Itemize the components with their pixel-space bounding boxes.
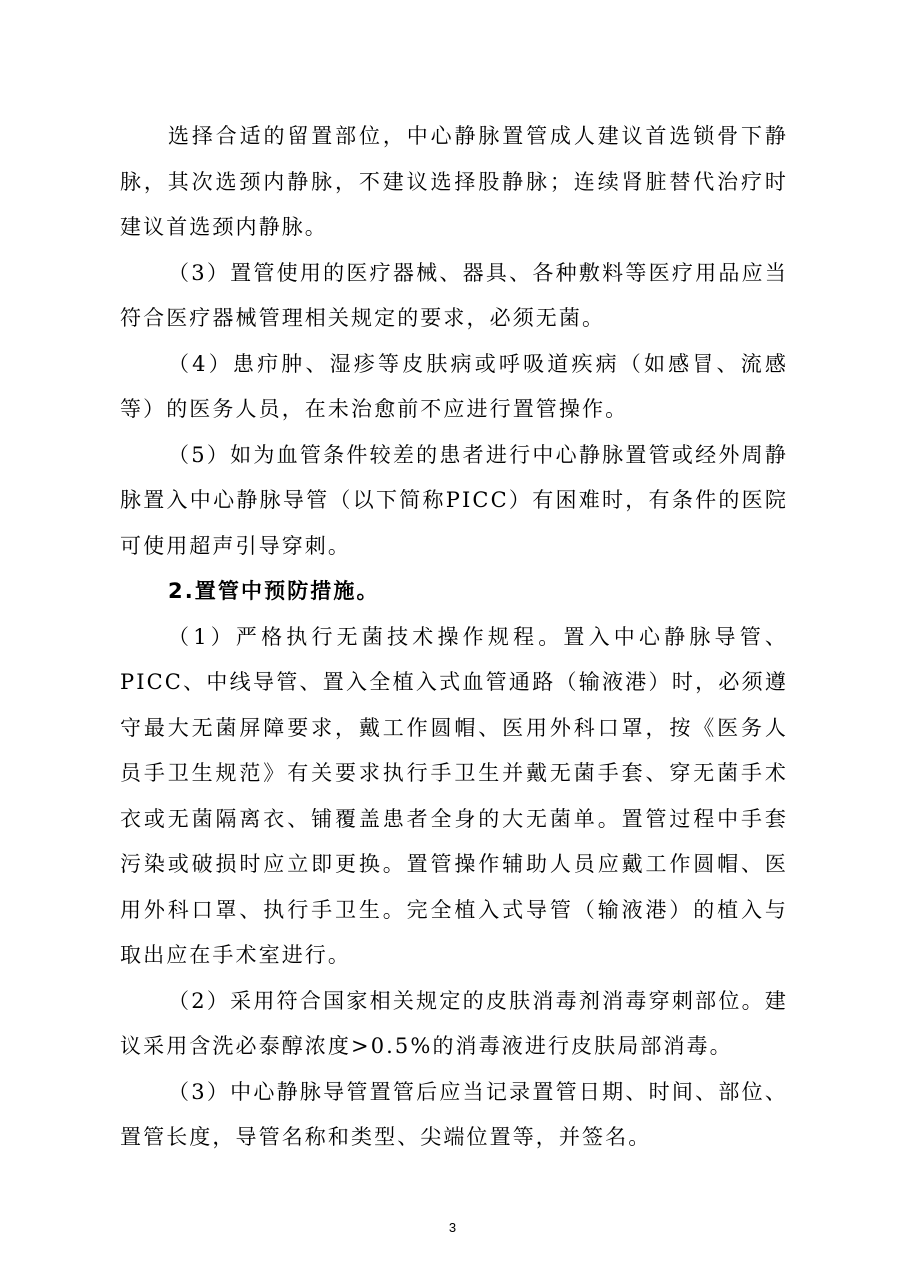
document-body xyxy=(120,114,788,1161)
paragraph-item-1-aseptic: （1）严格执行无菌技术操作规程。置入中心静脉导管、PICC、中线导管、置入全植入式血管通路（输液港）时，必须遵守最大无菌屏障要求，戴工作圆帽、医用外科口罩，按《医务人员手卫生规范》有关要求执行手卫生并戴无菌手套、穿无菌手术衣或无菌隔离衣、铺覆盖患者全身的大无菌单。置管过程中手套污染或破损时应立即更换。置管操作辅助人员应戴工作圆帽、医用外科口罩、执行手卫生。完全植入式导管（输液港）的植入与取出应在手术室进行。 xyxy=(120,624,788,967)
page-number: 3 xyxy=(448,1220,457,1235)
section-heading-during-insertion: 2.置管中预防措施。 xyxy=(168,579,380,603)
paragraph-item-4-staff-illness: （4）患疖肿、湿疹等皮肤病或呼吸道疾病（如感冒、流感等）的医务人员，在未治愈前不应进行置管操作。 xyxy=(120,351,788,421)
paragraph-item-3-records: （3）中心静脉导管置管后应当记录置管日期、时间、部位、置管长度，导管名称和类型、尖端位置等，并签名。 xyxy=(120,1079,788,1149)
paragraph-insertion-site: 选择合适的留置部位，中心静脉置管成人建议首选锁骨下静脉，其次选颈内静脉，不建议选择股静脉；连续肾脏替代治疗时建议首选颈内静脉。 xyxy=(120,124,788,239)
paragraph-item-3-devices: （3）置管使用的医疗器械、器具、各种敷料等医疗用品应当符合医疗器械管理相关规定的要求，必须无菌。 xyxy=(120,260,788,330)
paragraph-item-2-disinfection: （2）采用符合国家相关规定的皮肤消毒剂消毒穿刺部位。建议采用含洗必泰醇浓度>0.5%的消毒液进行皮肤局部消毒。 xyxy=(120,988,788,1058)
paragraph-item-5-ultrasound: （5）如为血管条件较差的患者进行中心静脉置管或经外周静脉置入中心静脉导管（以下简称PICC）有困难时，有条件的医院可使用超声引导穿刺。 xyxy=(120,442,788,558)
